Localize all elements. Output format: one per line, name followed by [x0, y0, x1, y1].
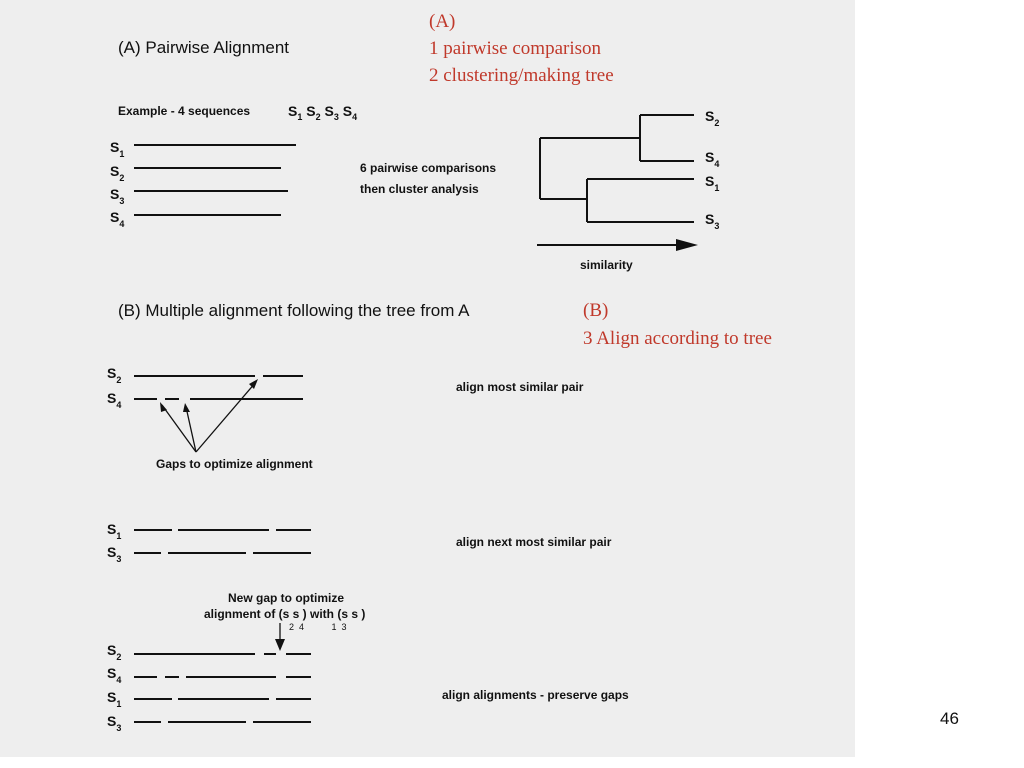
new-gap-note-1: New gap to optimize	[228, 591, 345, 605]
svg-text:S1: $S_1$	[107, 689, 122, 709]
svg-text:S3: $S_3$	[107, 713, 122, 733]
step1-label: align most similar pair	[456, 380, 584, 394]
svg-text:S1: $S_1$	[107, 521, 122, 541]
svg-text:S4: $S_4$	[110, 209, 125, 229]
section-b-heading: (B) Multiple alignment following the tree from A	[118, 301, 470, 320]
svg-text:S2: $S_2$	[107, 642, 122, 662]
similarity-label: similarity	[580, 258, 633, 272]
annotation-b-step3: 3 Align according to tree	[583, 328, 772, 349]
section-a-heading: (A) Pairwise Alignment	[118, 38, 290, 57]
svg-text:S3: $S_3$	[705, 211, 720, 231]
svg-text:S4: $S_4$	[705, 149, 720, 169]
step2-label: align next most similar pair	[456, 535, 612, 549]
svg-text:S4: $S_4$	[107, 665, 122, 685]
page-number: 46	[940, 709, 959, 728]
svg-text:S3: $S_3$	[107, 544, 122, 564]
gaps-note: Gaps to optimize alignment	[156, 457, 313, 471]
comparisons-text-1: 6 pairwise comparisons	[360, 161, 497, 175]
svg-text:S2: $S_2$	[110, 163, 125, 183]
svg-text:S1: $S_1$	[705, 173, 720, 193]
annotation-a-step1: 1 pairwise comparison	[429, 38, 602, 59]
comparisons-text-2: then cluster analysis	[360, 182, 479, 196]
svg-text:S1: $S_1$	[110, 139, 125, 159]
step3-label: align alignments - preserve gaps	[442, 688, 629, 702]
new-gap-subscripts: 2 4 1 3	[289, 622, 347, 632]
new-gap-note-2: alignment of (s s ) with (s s )	[204, 607, 366, 621]
svg-text:S3: $S_3$	[110, 186, 125, 206]
annotation-b-title: (B)	[583, 300, 609, 321]
svg-text:S2: $S_2$	[705, 108, 720, 128]
svg-text:S2: $S_2$	[107, 365, 122, 385]
svg-text:S4: $S_4$	[107, 390, 122, 410]
example-label: Example - 4 sequences	[118, 104, 251, 118]
svg-text:S1 S2 S3 S4: $S_1$ $S_2$ $S_3$ $S_4$	[288, 103, 358, 122]
annotation-a-step2: 2 clustering/making tree	[429, 65, 614, 86]
annotation-a-title: (A)	[429, 11, 456, 32]
